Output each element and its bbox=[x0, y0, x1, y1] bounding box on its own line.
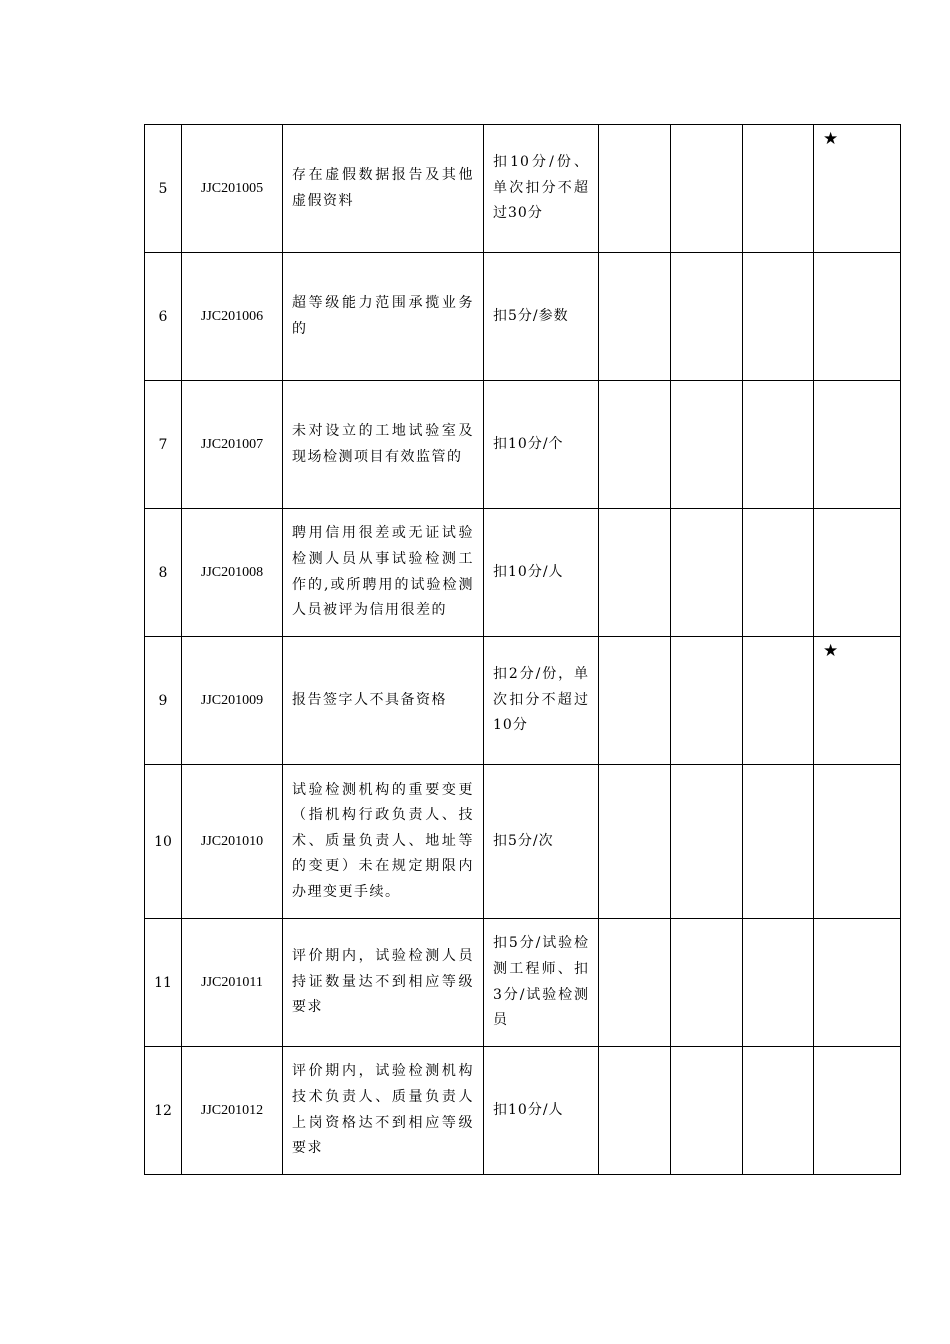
mark-cell bbox=[814, 253, 901, 381]
violation-description: 聘用信用很差或无证试验检测人员从事试验检测工作的,或所聘用的试验检测人员被评为信用很差的 bbox=[283, 509, 484, 637]
item-code: JJC201005 bbox=[182, 125, 283, 253]
mark-cell bbox=[814, 919, 901, 1047]
item-code: JJC201011 bbox=[182, 919, 283, 1047]
mark-cell bbox=[814, 381, 901, 509]
blank-cell bbox=[599, 919, 671, 1047]
deduction-standard: 扣5分/次 bbox=[484, 765, 599, 919]
item-code: JJC201006 bbox=[182, 253, 283, 381]
violation-description: 未对设立的工地试验室及现场检测项目有效监管的 bbox=[283, 381, 484, 509]
row-number: 11 bbox=[145, 919, 182, 1047]
row-number: 5 bbox=[145, 125, 182, 253]
violation-description: 评价期内，试验检测机构技术负责人、质量负责人上岗资格达不到相应等级要求 bbox=[283, 1047, 484, 1175]
table-row bbox=[145, 919, 901, 1047]
item-code: JJC201008 bbox=[182, 509, 283, 637]
blank-cell bbox=[671, 765, 743, 919]
blank-cell bbox=[599, 765, 671, 919]
blank-cell bbox=[743, 637, 814, 765]
blank-cell bbox=[599, 125, 671, 253]
row-number: 10 bbox=[145, 765, 182, 919]
item-code: JJC201007 bbox=[182, 381, 283, 509]
star-icon: ★ bbox=[823, 129, 839, 149]
table-row bbox=[145, 1047, 901, 1175]
item-code: JJC201009 bbox=[182, 637, 283, 765]
violation-description: 试验检测机构的重要变更（指机构行政负责人、技术、质量负责人、地址等的变更）未在规定期限内办理变更手续。 bbox=[283, 765, 484, 919]
violation-description: 评价期内，试验检测人员持证数量达不到相应等级要求 bbox=[283, 919, 484, 1047]
row-number: 6 bbox=[145, 253, 182, 381]
deduction-standard: 扣5分/参数 bbox=[484, 253, 599, 381]
table-row bbox=[145, 381, 901, 509]
deduction-standard: 扣10分/人 bbox=[484, 1047, 599, 1175]
mark-cell bbox=[814, 637, 901, 765]
row-number: 12 bbox=[145, 1047, 182, 1175]
blank-cell bbox=[599, 381, 671, 509]
blank-cell bbox=[671, 1047, 743, 1175]
mark-cell bbox=[814, 509, 901, 637]
blank-cell bbox=[671, 381, 743, 509]
blank-cell bbox=[599, 637, 671, 765]
table-row bbox=[145, 509, 901, 637]
table-row bbox=[145, 765, 901, 919]
row-number: 9 bbox=[145, 637, 182, 765]
blank-cell bbox=[599, 509, 671, 637]
blank-cell bbox=[671, 509, 743, 637]
blank-cell bbox=[671, 125, 743, 253]
mark-cell bbox=[814, 765, 901, 919]
blank-cell bbox=[743, 381, 814, 509]
blank-cell bbox=[743, 765, 814, 919]
table-row bbox=[145, 125, 901, 253]
blank-cell bbox=[743, 509, 814, 637]
blank-cell bbox=[743, 125, 814, 253]
mark-cell bbox=[814, 125, 901, 253]
violation-description: 存在虚假数据报告及其他虚假资料 bbox=[283, 125, 484, 253]
table-row bbox=[145, 253, 901, 381]
blank-cell bbox=[743, 919, 814, 1047]
deduction-standard: 扣5分/试验检测工程师、扣3分/试验检测员 bbox=[484, 919, 599, 1047]
row-number: 7 bbox=[145, 381, 182, 509]
blank-cell bbox=[599, 253, 671, 381]
star-icon: ★ bbox=[823, 641, 839, 661]
item-code: JJC201010 bbox=[182, 765, 283, 919]
row-number: 8 bbox=[145, 509, 182, 637]
blank-cell bbox=[743, 1047, 814, 1175]
deduction-standard: 扣10分/人 bbox=[484, 509, 599, 637]
table-row bbox=[145, 637, 901, 765]
blank-cell bbox=[671, 253, 743, 381]
deduction-standard: 扣10分/个 bbox=[484, 381, 599, 509]
blank-cell bbox=[743, 253, 814, 381]
deduction-standard: 扣10分/份、单次扣分不超过30分 bbox=[484, 125, 599, 253]
violation-description: 报告签字人不具备资格 bbox=[283, 637, 484, 765]
violation-description: 超等级能力范围承揽业务的 bbox=[283, 253, 484, 381]
evaluation-table bbox=[144, 124, 901, 1175]
blank-cell bbox=[671, 919, 743, 1047]
blank-cell bbox=[599, 1047, 671, 1175]
deduction-standard: 扣2分/份，单次扣分不超过10分 bbox=[484, 637, 599, 765]
mark-cell bbox=[814, 1047, 901, 1175]
item-code: JJC201012 bbox=[182, 1047, 283, 1175]
blank-cell bbox=[671, 637, 743, 765]
